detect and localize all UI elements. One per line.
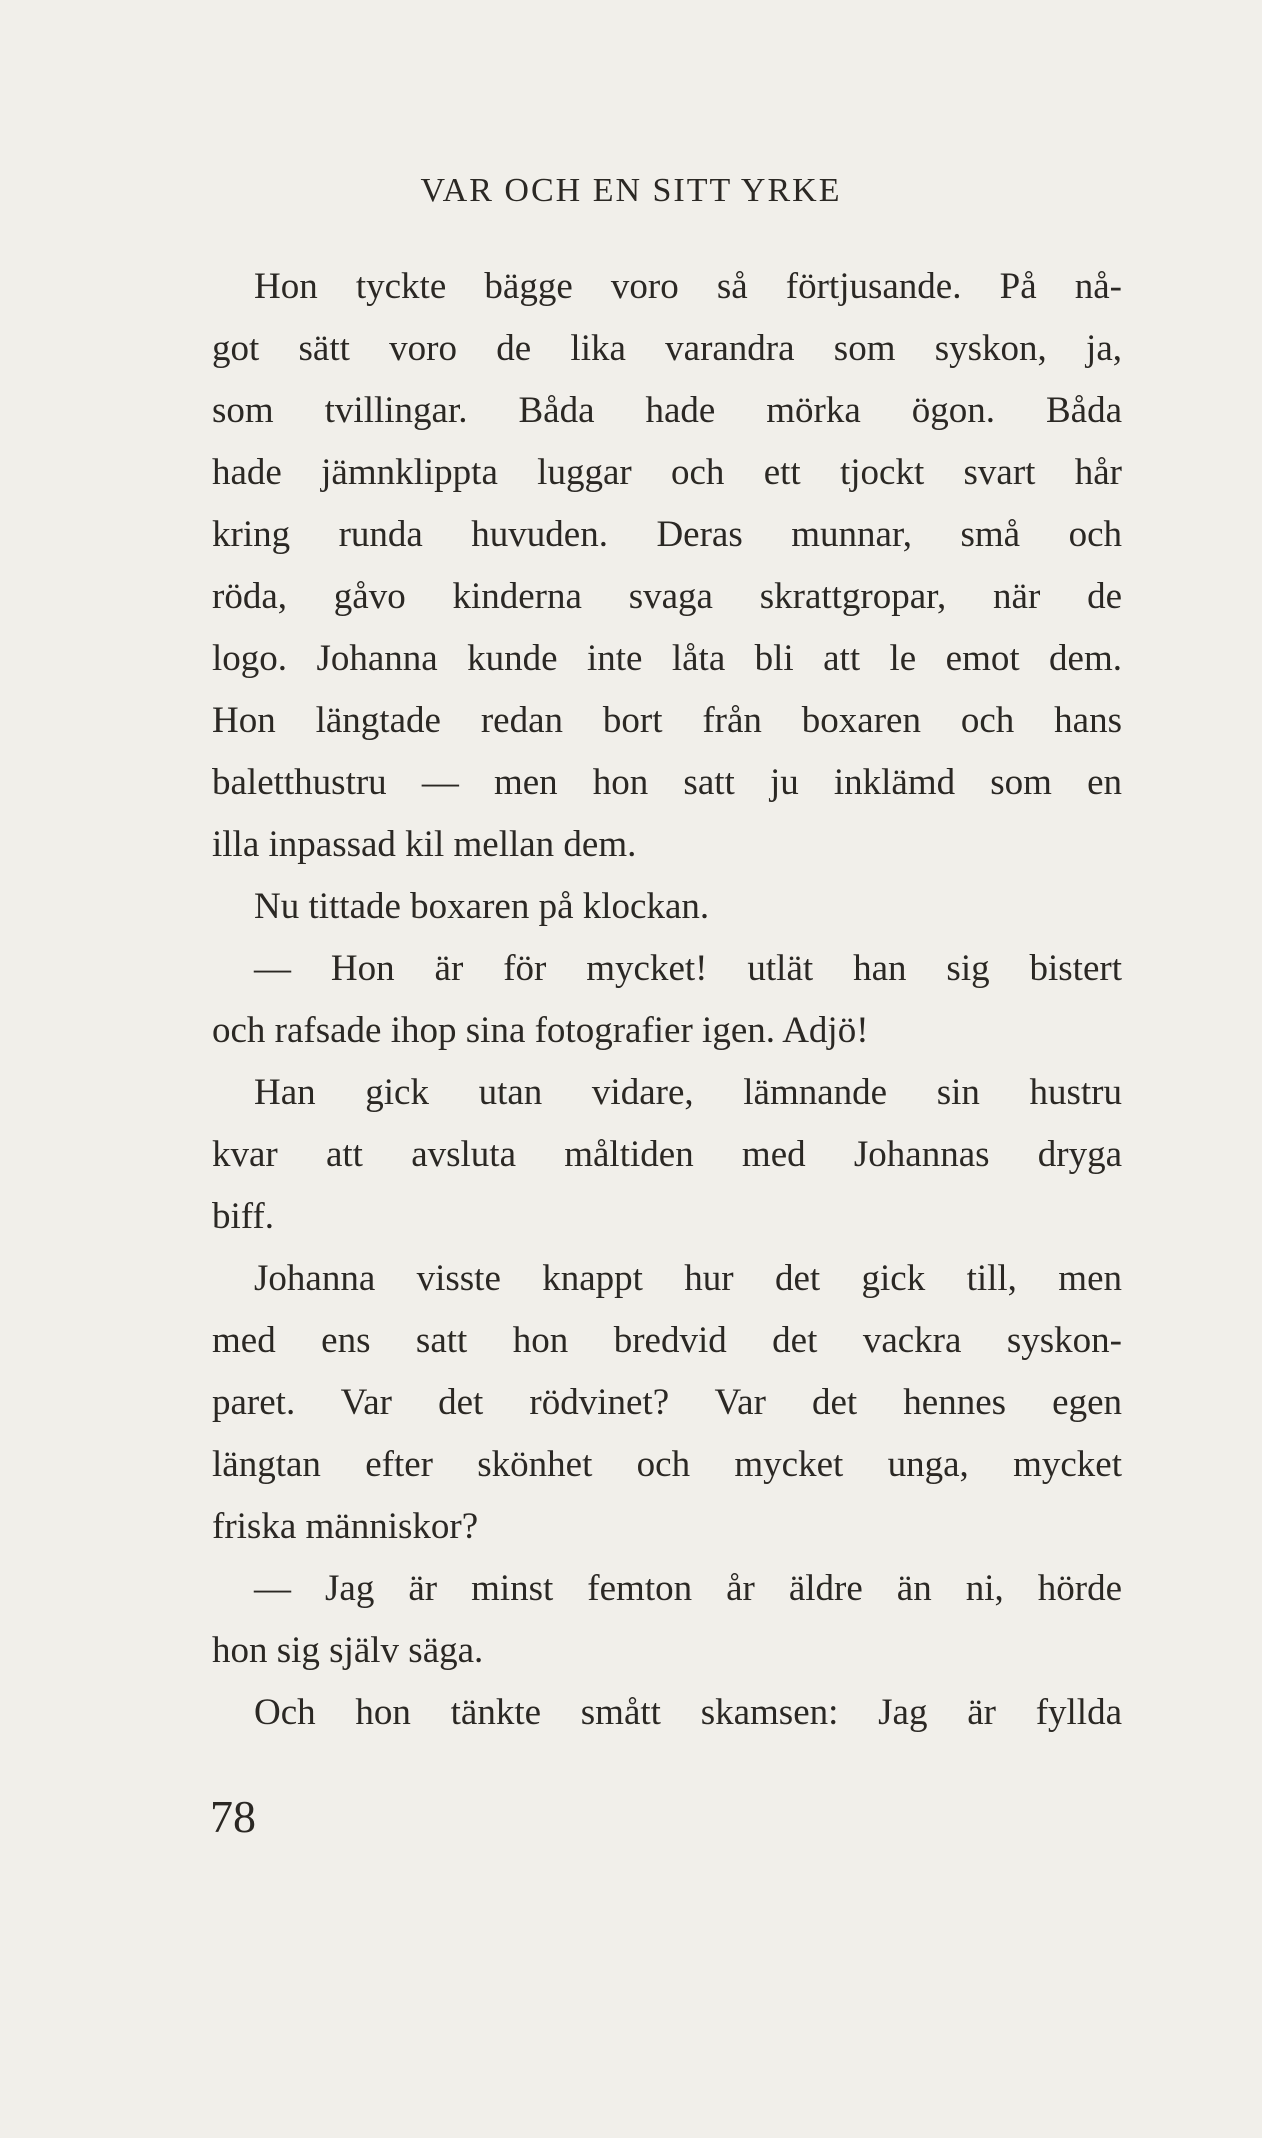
body-text — [212, 256, 1122, 1744]
text-line: längtan efter skönhet och mycket unga, mycket — [212, 1444, 1122, 1485]
page-number: 78 — [210, 1791, 256, 1842]
text-line: biff. — [212, 1196, 275, 1237]
text-line: illa inpassad kil mellan dem. — [212, 824, 637, 865]
text-line: friska människor? — [212, 1506, 479, 1547]
text-line: som tvillingar. Båda hade mörka ögon. Båda — [212, 390, 1122, 431]
text-line: kvar att avsluta måltiden med Johannas dryga — [212, 1134, 1122, 1175]
text-line: paret. Var det rödvinet? Var det hennes egen — [212, 1382, 1122, 1423]
text-line: Hon tyckte bägge voro så förtjusande. På nå- — [254, 266, 1122, 307]
text-line: got sätt voro de lika varandra som syskon, ja, — [212, 328, 1122, 369]
text-line: och rafsade ihop sina fotografier igen. Adjö! — [212, 1010, 869, 1051]
text-line: — Jag är minst femton år äldre än ni, hörde — [254, 1568, 1122, 1609]
text-line: hade jämnklippta luggar och ett tjockt svart hår — [212, 452, 1122, 493]
running-head: VAR OCH EN SITT YRKE — [420, 172, 842, 209]
text-line: röda, gåvo kinderna svaga skrattgropar, när de — [212, 576, 1122, 617]
text-line: hon sig själv säga. — [212, 1630, 484, 1671]
text-line: Nu tittade boxaren på klockan. — [254, 886, 710, 927]
text-line: Han gick utan vidare, lämnande sin hustru — [254, 1072, 1122, 1113]
text-line: Johanna visste knappt hur det gick till, men — [254, 1258, 1122, 1299]
text-line: Och hon tänkte smått skamsen: Jag är fyllda — [254, 1692, 1122, 1733]
text-line: Hon längtade redan bort från boxaren och hans — [212, 700, 1122, 741]
text-line: baletthustru — men hon satt ju inklämd som en — [212, 762, 1122, 803]
text-line: logo. Johanna kunde inte låta bli att le emot dem. — [212, 638, 1122, 679]
text-line: med ens satt hon bredvid det vackra syskon- — [212, 1320, 1122, 1361]
text-line: — Hon är för mycket! utlät han sig bistert — [254, 948, 1122, 989]
text-line: kring runda huvuden. Deras munnar, små och — [212, 514, 1122, 555]
